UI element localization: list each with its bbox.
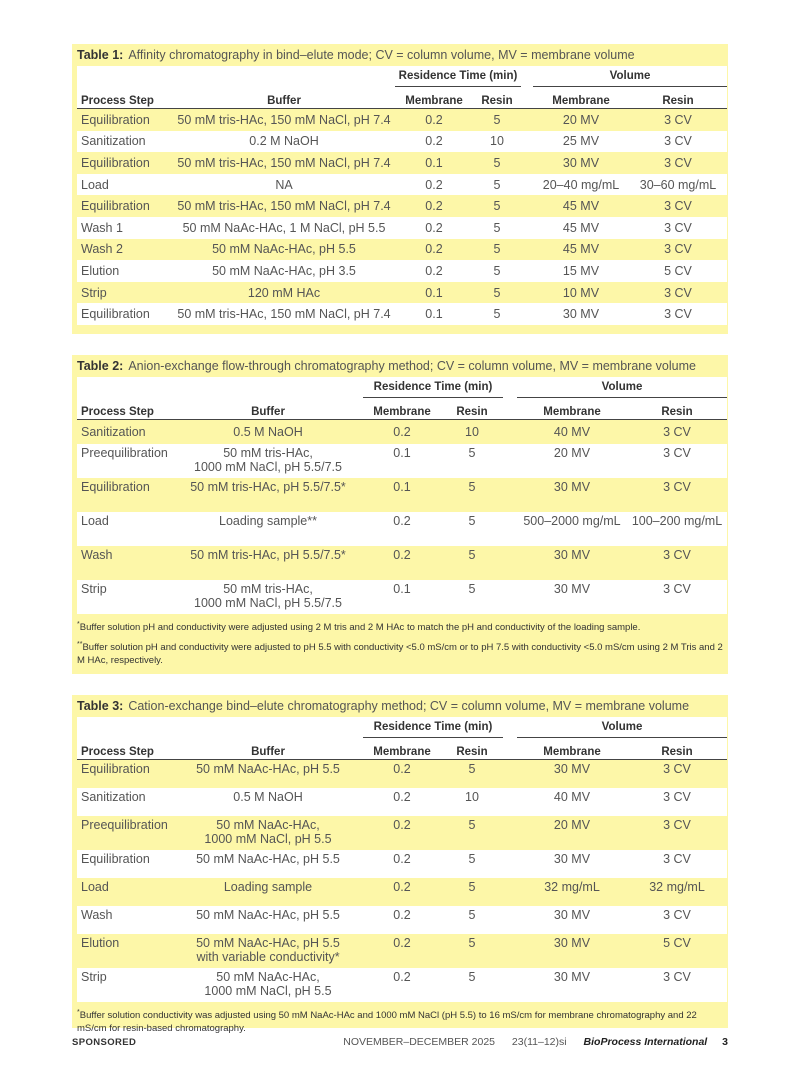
table-row bbox=[77, 131, 727, 153]
process-step-cell: Sanitization bbox=[81, 790, 146, 804]
table-row bbox=[77, 968, 727, 1002]
table-row bbox=[77, 195, 727, 217]
vol-membrane-cell: 32 mg/mL bbox=[517, 878, 627, 906]
footnote-text: Buffer solution pH and conductivity were adjusted to pH 5.5 with conductivity <5.0 mS/cm or to pH 7.5 with conductivity <5.0 mS/cm using 2 M Tris and 2 M HAc, respectively. bbox=[77, 642, 723, 667]
process-step-cell: Load bbox=[81, 177, 109, 192]
process-step-cell: Elution bbox=[77, 934, 173, 968]
table3-group-volume: Volume bbox=[517, 717, 727, 738]
table2-header-step: Process Step bbox=[77, 398, 173, 420]
table2-label: Table 2: bbox=[77, 359, 124, 373]
vol-membrane-cell: 20 MV bbox=[533, 109, 629, 131]
vol-membrane-cell: 30 MV bbox=[553, 582, 591, 596]
rt-resin-cell: 10 bbox=[465, 790, 479, 804]
table2-rows bbox=[77, 420, 727, 615]
rt-resin-cell: 5 bbox=[473, 152, 521, 174]
rt-membrane-cell: 0.2 bbox=[425, 220, 443, 235]
buffer-cell: 50 mM NaAc-HAc, pH 3.5 bbox=[212, 263, 356, 278]
vol-resin-cell: 3 CV bbox=[663, 790, 691, 804]
rt-resin-cell: 5 bbox=[441, 478, 503, 512]
vol-resin-cell: 3 CV bbox=[664, 220, 692, 235]
process-step-cell: Sanitization bbox=[77, 420, 173, 445]
vol-resin-cell: 3 CV bbox=[627, 760, 727, 789]
buffer-cell: NA bbox=[275, 177, 293, 192]
vol-membrane-cell: 30 MV bbox=[533, 152, 629, 174]
table2-header-buffer: Buffer bbox=[173, 398, 363, 420]
buffer-cell: 50 mM NaAc-HAc, pH 5.5 bbox=[196, 852, 340, 866]
rt-resin-cell: 5 bbox=[468, 970, 476, 984]
process-step-cell: Equilibration bbox=[77, 109, 173, 131]
table2-header-rt-membrane: Membrane bbox=[363, 398, 441, 420]
rt-membrane-cell: 0.2 bbox=[393, 514, 411, 528]
table3-caption-text: Cation-exchange bind–elute chromatography method; CV = column volume, MV = membrane volume bbox=[128, 699, 690, 713]
rt-membrane-cell: 0.2 bbox=[425, 134, 443, 149]
vol-resin-cell: 30–60 mg/mL bbox=[639, 177, 717, 192]
process-step-cell: Wash bbox=[77, 546, 173, 580]
vol-resin-cell: 3 CV bbox=[629, 282, 727, 304]
rt-membrane-cell: 0.2 bbox=[363, 546, 441, 580]
table-row bbox=[77, 174, 727, 196]
vol-membrane-cell: 40 MV bbox=[517, 420, 627, 445]
vol-resin-cell: 3 CV bbox=[627, 816, 727, 850]
rt-membrane-cell: 0.1 bbox=[395, 282, 473, 304]
process-step-cell: Equilibration bbox=[77, 478, 173, 512]
process-step-cell: Wash bbox=[81, 908, 113, 922]
table1-group-residence: Residence Time (min) bbox=[395, 66, 521, 87]
rt-resin-cell: 5 bbox=[468, 446, 476, 460]
vol-resin-cell: 3 CV bbox=[629, 195, 727, 217]
table1-header-rt-membrane: Membrane bbox=[395, 87, 473, 109]
process-step-cell: Elution bbox=[81, 263, 120, 278]
table-row bbox=[77, 580, 727, 614]
table1-group-volume: Volume bbox=[533, 66, 727, 87]
buffer-cell: 0.2 M NaOH bbox=[249, 134, 319, 149]
process-step-cell: Strip bbox=[77, 282, 173, 304]
process-step-cell: Equilibration bbox=[77, 195, 173, 217]
vol-membrane-cell: 500–2000 mg/mL bbox=[523, 514, 621, 528]
table-row bbox=[77, 878, 727, 906]
table1-label: Table 1: bbox=[77, 48, 124, 62]
process-step-cell: Preequilibration bbox=[81, 446, 168, 460]
table-row bbox=[77, 478, 727, 512]
vol-membrane-cell: 20 MV bbox=[553, 446, 591, 460]
rt-resin-cell: 5 bbox=[441, 816, 503, 850]
table-row bbox=[77, 906, 727, 934]
buffer-cell: 0.5 M NaOH bbox=[173, 420, 363, 445]
table1-header-vol-membrane: Membrane bbox=[533, 87, 629, 109]
table1 bbox=[77, 66, 727, 325]
rt-membrane-cell: 0.2 bbox=[363, 420, 441, 445]
rt-membrane-cell: 0.1 bbox=[393, 582, 411, 596]
table2-block bbox=[72, 355, 728, 674]
table-footnote bbox=[72, 634, 728, 667]
table3-header-vol-membrane: Membrane bbox=[517, 738, 627, 760]
table3 bbox=[77, 717, 727, 1002]
table-row bbox=[77, 152, 727, 174]
table1-header-vol-resin: Resin bbox=[629, 87, 727, 109]
rt-resin-cell: 5 bbox=[441, 878, 503, 906]
vol-resin-cell: 3 CV bbox=[629, 109, 727, 131]
buffer-cell: 0.5 M NaOH bbox=[233, 790, 303, 804]
vol-resin-cell: 32 mg/mL bbox=[627, 878, 727, 906]
table-row bbox=[77, 850, 727, 878]
rt-membrane-cell: 0.2 bbox=[395, 109, 473, 131]
rt-membrane-cell: 0.2 bbox=[393, 908, 411, 922]
table3-group-residence: Residence Time (min) bbox=[363, 717, 503, 738]
rt-resin-cell: 5 bbox=[493, 307, 501, 322]
process-step-cell: Strip bbox=[81, 970, 107, 984]
buffer-cell: 50 mM NaAc-HAc, pH 5.5 bbox=[196, 908, 340, 922]
rt-membrane-cell: 0.1 bbox=[393, 446, 411, 460]
rt-resin-cell: 5 bbox=[441, 760, 503, 789]
table2-body bbox=[77, 377, 727, 614]
rt-membrane-cell: 0.2 bbox=[363, 878, 441, 906]
rt-resin-cell: 10 bbox=[441, 420, 503, 445]
table-row bbox=[77, 760, 727, 789]
rt-resin-cell: 5 bbox=[441, 934, 503, 968]
table3-header-rt-resin: Resin bbox=[441, 738, 503, 760]
rt-membrane-cell: 0.2 bbox=[363, 934, 441, 968]
buffer-cell: 50 mM tris-HAc, 1000 mM NaCl, pH 5.5/7.5 bbox=[194, 582, 342, 610]
buffer-cell: 50 mM NaAc-HAc, 1 M NaCl, pH 5.5 bbox=[182, 220, 386, 235]
buffer-cell: 50 mM tris-HAc, pH 5.5/7.5* bbox=[173, 546, 363, 580]
vol-resin-cell: 3 CV bbox=[663, 852, 691, 866]
buffer-cell: 50 mM NaAc-HAc, pH 5.5 with variable conductivity* bbox=[173, 934, 363, 968]
table1-header-step: Process Step bbox=[77, 87, 173, 109]
vol-resin-cell: 3 CV bbox=[663, 970, 691, 984]
page-number: 3 bbox=[722, 1036, 728, 1048]
rt-resin-cell: 5 bbox=[468, 582, 476, 596]
vol-membrane-cell: 30 MV bbox=[562, 307, 600, 322]
rt-resin-cell: 5 bbox=[493, 263, 501, 278]
table3-header-rt-membrane: Membrane bbox=[363, 738, 441, 760]
table2-header-vol-membrane: Membrane bbox=[517, 398, 627, 420]
footnote-text: Buffer solution conductivity was adjusted using 50 mM NaAc-HAc and 1000 mM NaCl (pH 5.5) to 16 mS/cm for membrane chromatography and 22 mS/cm for resin-based chromatography. bbox=[77, 1010, 697, 1035]
buffer-cell: Loading sample** bbox=[219, 514, 317, 528]
vol-resin-cell: 5 CV bbox=[664, 263, 692, 278]
table2-caption bbox=[72, 355, 728, 377]
process-step-cell: Strip bbox=[81, 582, 107, 596]
buffer-cell: 50 mM tris-HAc, 150 mM NaCl, pH 7.4 bbox=[173, 152, 395, 174]
table-row bbox=[77, 217, 727, 239]
vol-membrane-cell: 30 MV bbox=[553, 970, 591, 984]
rt-membrane-cell: 0.1 bbox=[395, 152, 473, 174]
buffer-cell: 50 mM tris-HAc, 1000 mM NaCl, pH 5.5/7.5 bbox=[194, 446, 342, 474]
table3-header-vol-resin: Resin bbox=[627, 738, 727, 760]
rt-resin-cell: 5 bbox=[493, 220, 501, 235]
vol-membrane-cell: 45 MV bbox=[533, 195, 629, 217]
buffer-cell: 50 mM tris-HAc, 150 mM NaCl, pH 7.4 bbox=[173, 109, 395, 131]
rt-resin-cell: 5 bbox=[473, 109, 521, 131]
process-step-cell: Equilibration bbox=[77, 760, 173, 789]
vol-resin-cell: 3 CV bbox=[663, 446, 691, 460]
table1-header-rt-resin: Resin bbox=[473, 87, 521, 109]
footnote-mark: ** bbox=[77, 641, 83, 649]
footnote-mark: * bbox=[77, 1009, 80, 1016]
table3-header-buffer: Buffer bbox=[173, 738, 363, 760]
vol-membrane-cell: 10 MV bbox=[533, 282, 629, 304]
rt-membrane-cell: 0.2 bbox=[393, 790, 411, 804]
table-row bbox=[77, 282, 727, 304]
vol-membrane-cell: 45 MV bbox=[562, 220, 600, 235]
table-row bbox=[77, 546, 727, 580]
rt-membrane-cell: 0.2 bbox=[393, 970, 411, 984]
table-row bbox=[77, 444, 727, 478]
rt-membrane-cell: 0.2 bbox=[363, 760, 441, 789]
vol-membrane-cell: 30 MV bbox=[553, 852, 591, 866]
vol-membrane-cell: 30 MV bbox=[517, 760, 627, 789]
rt-membrane-cell: 0.1 bbox=[363, 478, 441, 512]
vol-membrane-cell: 20–40 mg/mL bbox=[542, 177, 620, 192]
vol-resin-cell: 100–200 mg/mL bbox=[631, 514, 723, 528]
table2-header-vol-resin: Resin bbox=[627, 398, 727, 420]
process-step-cell: Load bbox=[81, 514, 109, 528]
buffer-cell: 50 mM tris-HAc, 150 mM NaCl, pH 7.4 bbox=[177, 307, 391, 322]
vol-resin-cell: 3 CV bbox=[627, 546, 727, 580]
table1-body bbox=[77, 66, 727, 325]
vol-resin-cell: 3 CV bbox=[629, 152, 727, 174]
process-step-cell: Load bbox=[77, 878, 173, 906]
table-row bbox=[77, 934, 727, 968]
buffer-cell: 120 mM HAc bbox=[173, 282, 395, 304]
buffer-cell: Loading sample bbox=[173, 878, 363, 906]
table-row bbox=[77, 788, 727, 816]
rt-membrane-cell: 0.2 bbox=[395, 195, 473, 217]
table-row bbox=[77, 260, 727, 282]
journal-name: BioProcess International bbox=[583, 1036, 708, 1048]
rt-resin-cell: 5 bbox=[473, 195, 521, 217]
table3-caption bbox=[72, 695, 728, 717]
table3-block bbox=[72, 695, 728, 1035]
vol-membrane-cell: 25 MV bbox=[562, 134, 600, 149]
process-step-cell: Sanitization bbox=[81, 134, 146, 149]
table1-caption bbox=[72, 44, 728, 66]
process-step-cell: Equilibration bbox=[77, 152, 173, 174]
table2-header-rt-resin: Resin bbox=[441, 398, 503, 420]
table3-body bbox=[77, 717, 727, 1002]
vol-membrane-cell: 30 MV bbox=[517, 478, 627, 512]
rt-resin-cell: 5 bbox=[441, 546, 503, 580]
process-step-cell: Equilibration bbox=[81, 852, 150, 866]
buffer-cell: 50 mM tris-HAc, 150 mM NaCl, pH 7.4 bbox=[173, 195, 395, 217]
vol-resin-cell: 3 CV bbox=[627, 420, 727, 445]
vol-resin-cell: 3 CV bbox=[664, 134, 692, 149]
vol-membrane-cell: 40 MV bbox=[553, 790, 591, 804]
vol-resin-cell: 3 CV bbox=[629, 239, 727, 261]
buffer-cell: 50 mM tris-HAc, pH 5.5/7.5* bbox=[173, 478, 363, 512]
rt-membrane-cell: 0.2 bbox=[363, 816, 441, 850]
rt-resin-cell: 5 bbox=[468, 514, 476, 528]
rt-membrane-cell: 0.2 bbox=[393, 852, 411, 866]
table3-label: Table 3: bbox=[77, 699, 124, 713]
sponsored-label: SPONSORED bbox=[72, 1037, 137, 1048]
process-step-cell: Wash 2 bbox=[77, 239, 173, 261]
table3-header-step: Process Step bbox=[77, 738, 173, 760]
table-footnote bbox=[72, 1002, 728, 1035]
vol-membrane-cell: 15 MV bbox=[562, 263, 600, 278]
vol-membrane-cell: 20 MV bbox=[517, 816, 627, 850]
table-row bbox=[77, 239, 727, 261]
rt-resin-cell: 5 bbox=[468, 908, 476, 922]
rt-membrane-cell: 0.1 bbox=[425, 307, 443, 322]
rt-resin-cell: 5 bbox=[473, 282, 521, 304]
rt-resin-cell: 5 bbox=[473, 239, 521, 261]
rt-resin-cell: 5 bbox=[493, 177, 501, 192]
table3-rows bbox=[77, 760, 727, 1003]
process-step-cell: Preequilibration bbox=[77, 816, 173, 850]
table1-caption-text: Affinity chromatography in bind–elute mode; CV = column volume, MV = membrane volume bbox=[128, 48, 635, 62]
buffer-cell: 50 mM NaAc-HAc, 1000 mM NaCl, pH 5.5 bbox=[173, 816, 363, 850]
table2 bbox=[77, 377, 727, 614]
footnote-mark: * bbox=[77, 621, 80, 628]
table-footnote bbox=[72, 614, 728, 634]
rt-membrane-cell: 0.2 bbox=[395, 239, 473, 261]
vol-resin-cell: 5 CV bbox=[627, 934, 727, 968]
rt-membrane-cell: 0.2 bbox=[425, 177, 443, 192]
table-row bbox=[77, 303, 727, 325]
table2-caption-text: Anion-exchange flow-through chromatography method; CV = column volume, MV = membrane volume bbox=[128, 359, 696, 373]
rt-resin-cell: 5 bbox=[468, 852, 476, 866]
table-row bbox=[77, 420, 727, 445]
rt-resin-cell: 10 bbox=[490, 134, 504, 149]
table-row bbox=[77, 512, 727, 546]
table2-group-residence: Residence Time (min) bbox=[363, 377, 503, 398]
table2-group-volume: Volume bbox=[517, 377, 727, 398]
table1-header-buffer: Buffer bbox=[173, 87, 395, 109]
table-row bbox=[77, 816, 727, 850]
buffer-cell: 50 mM NaAc-HAc, pH 5.5 bbox=[173, 760, 363, 789]
table1-block bbox=[72, 44, 728, 334]
table2-notes bbox=[72, 614, 728, 667]
issue-date: NOVEMBER–DECEMBER 2025 bbox=[343, 1036, 495, 1048]
vol-resin-cell: 3 CV bbox=[663, 582, 691, 596]
table1-rows bbox=[77, 109, 727, 325]
rt-membrane-cell: 0.2 bbox=[425, 263, 443, 278]
process-step-cell: Wash 1 bbox=[81, 220, 123, 235]
vol-membrane-cell: 45 MV bbox=[533, 239, 629, 261]
vol-membrane-cell: 30 MV bbox=[517, 546, 627, 580]
page-footer bbox=[72, 1036, 728, 1052]
vol-resin-cell: 3 CV bbox=[664, 307, 692, 322]
footnote-text: Buffer solution pH and conductivity were adjusted using 2 M tris and 2 M HAc to match the pH and conductivity of the loading sample. bbox=[79, 622, 641, 634]
buffer-cell: 50 mM NaAc-HAc, pH 5.5 bbox=[173, 239, 395, 261]
table-row bbox=[77, 109, 727, 131]
vol-membrane-cell: 30 MV bbox=[517, 934, 627, 968]
process-step-cell: Equilibration bbox=[81, 307, 150, 322]
footer-right bbox=[343, 1036, 728, 1048]
buffer-cell: 50 mM NaAc-HAc, 1000 mM NaCl, pH 5.5 bbox=[204, 970, 332, 998]
table3-notes bbox=[72, 1002, 728, 1035]
vol-resin-cell: 3 CV bbox=[627, 478, 727, 512]
volume-issue: 23(11–12)si bbox=[511, 1036, 567, 1048]
vol-membrane-cell: 30 MV bbox=[553, 908, 591, 922]
vol-resin-cell: 3 CV bbox=[663, 908, 691, 922]
